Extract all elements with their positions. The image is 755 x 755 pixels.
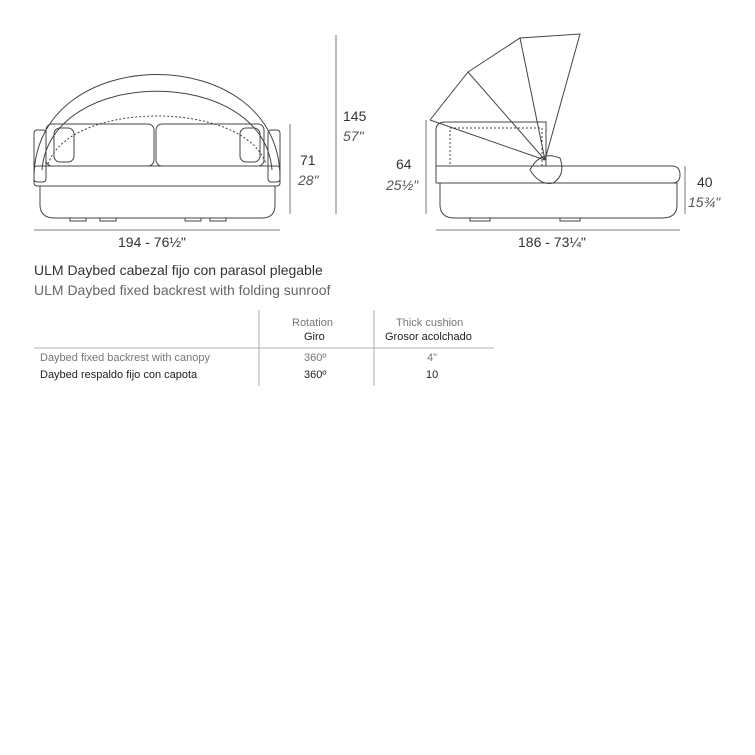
front-view-drawing [34, 75, 280, 222]
row-1-cushion: 4" [427, 352, 438, 364]
front-seat-height-imperial: 28" [298, 172, 319, 188]
col-rotation-en: Rotation [292, 317, 333, 329]
product-title-es: ULM Daybed cabezal fijo con parasol plegable [34, 262, 323, 278]
row-2-rotation: 360º [304, 369, 327, 381]
spec-table [34, 310, 494, 390]
front-seat-height-metric: 71 [300, 152, 316, 168]
side-seat-height-imperial: 15¾" [688, 194, 721, 210]
front-width: 194 - 76½" [118, 234, 187, 250]
technical-drawings [0, 0, 755, 260]
product-title-en: ULM Daybed fixed backrest with folding sunroof [34, 282, 331, 298]
row-1-rotation: 360º [304, 352, 327, 364]
side-backrest-height-imperial: 25½" [386, 177, 419, 193]
side-seat-height-metric: 40 [697, 174, 713, 190]
col-rotation-es: Giro [304, 331, 325, 343]
front-overall-height-metric: 145 [343, 108, 367, 124]
side-depth: 186 - 73¼" [518, 234, 587, 250]
front-overall-height-imperial: 57" [343, 128, 364, 144]
row-1-label: Daybed fixed backrest with canopy [40, 352, 210, 364]
col-cushion-es: Grosor acolchado [385, 331, 472, 343]
row-2-label: Daybed respaldo fijo con capota [40, 369, 198, 381]
side-backrest-height-metric: 64 [396, 156, 412, 172]
row-2-cushion: 10 [426, 369, 439, 381]
side-view-drawing [430, 34, 680, 221]
col-cushion-en: Thick cushion [396, 317, 464, 329]
